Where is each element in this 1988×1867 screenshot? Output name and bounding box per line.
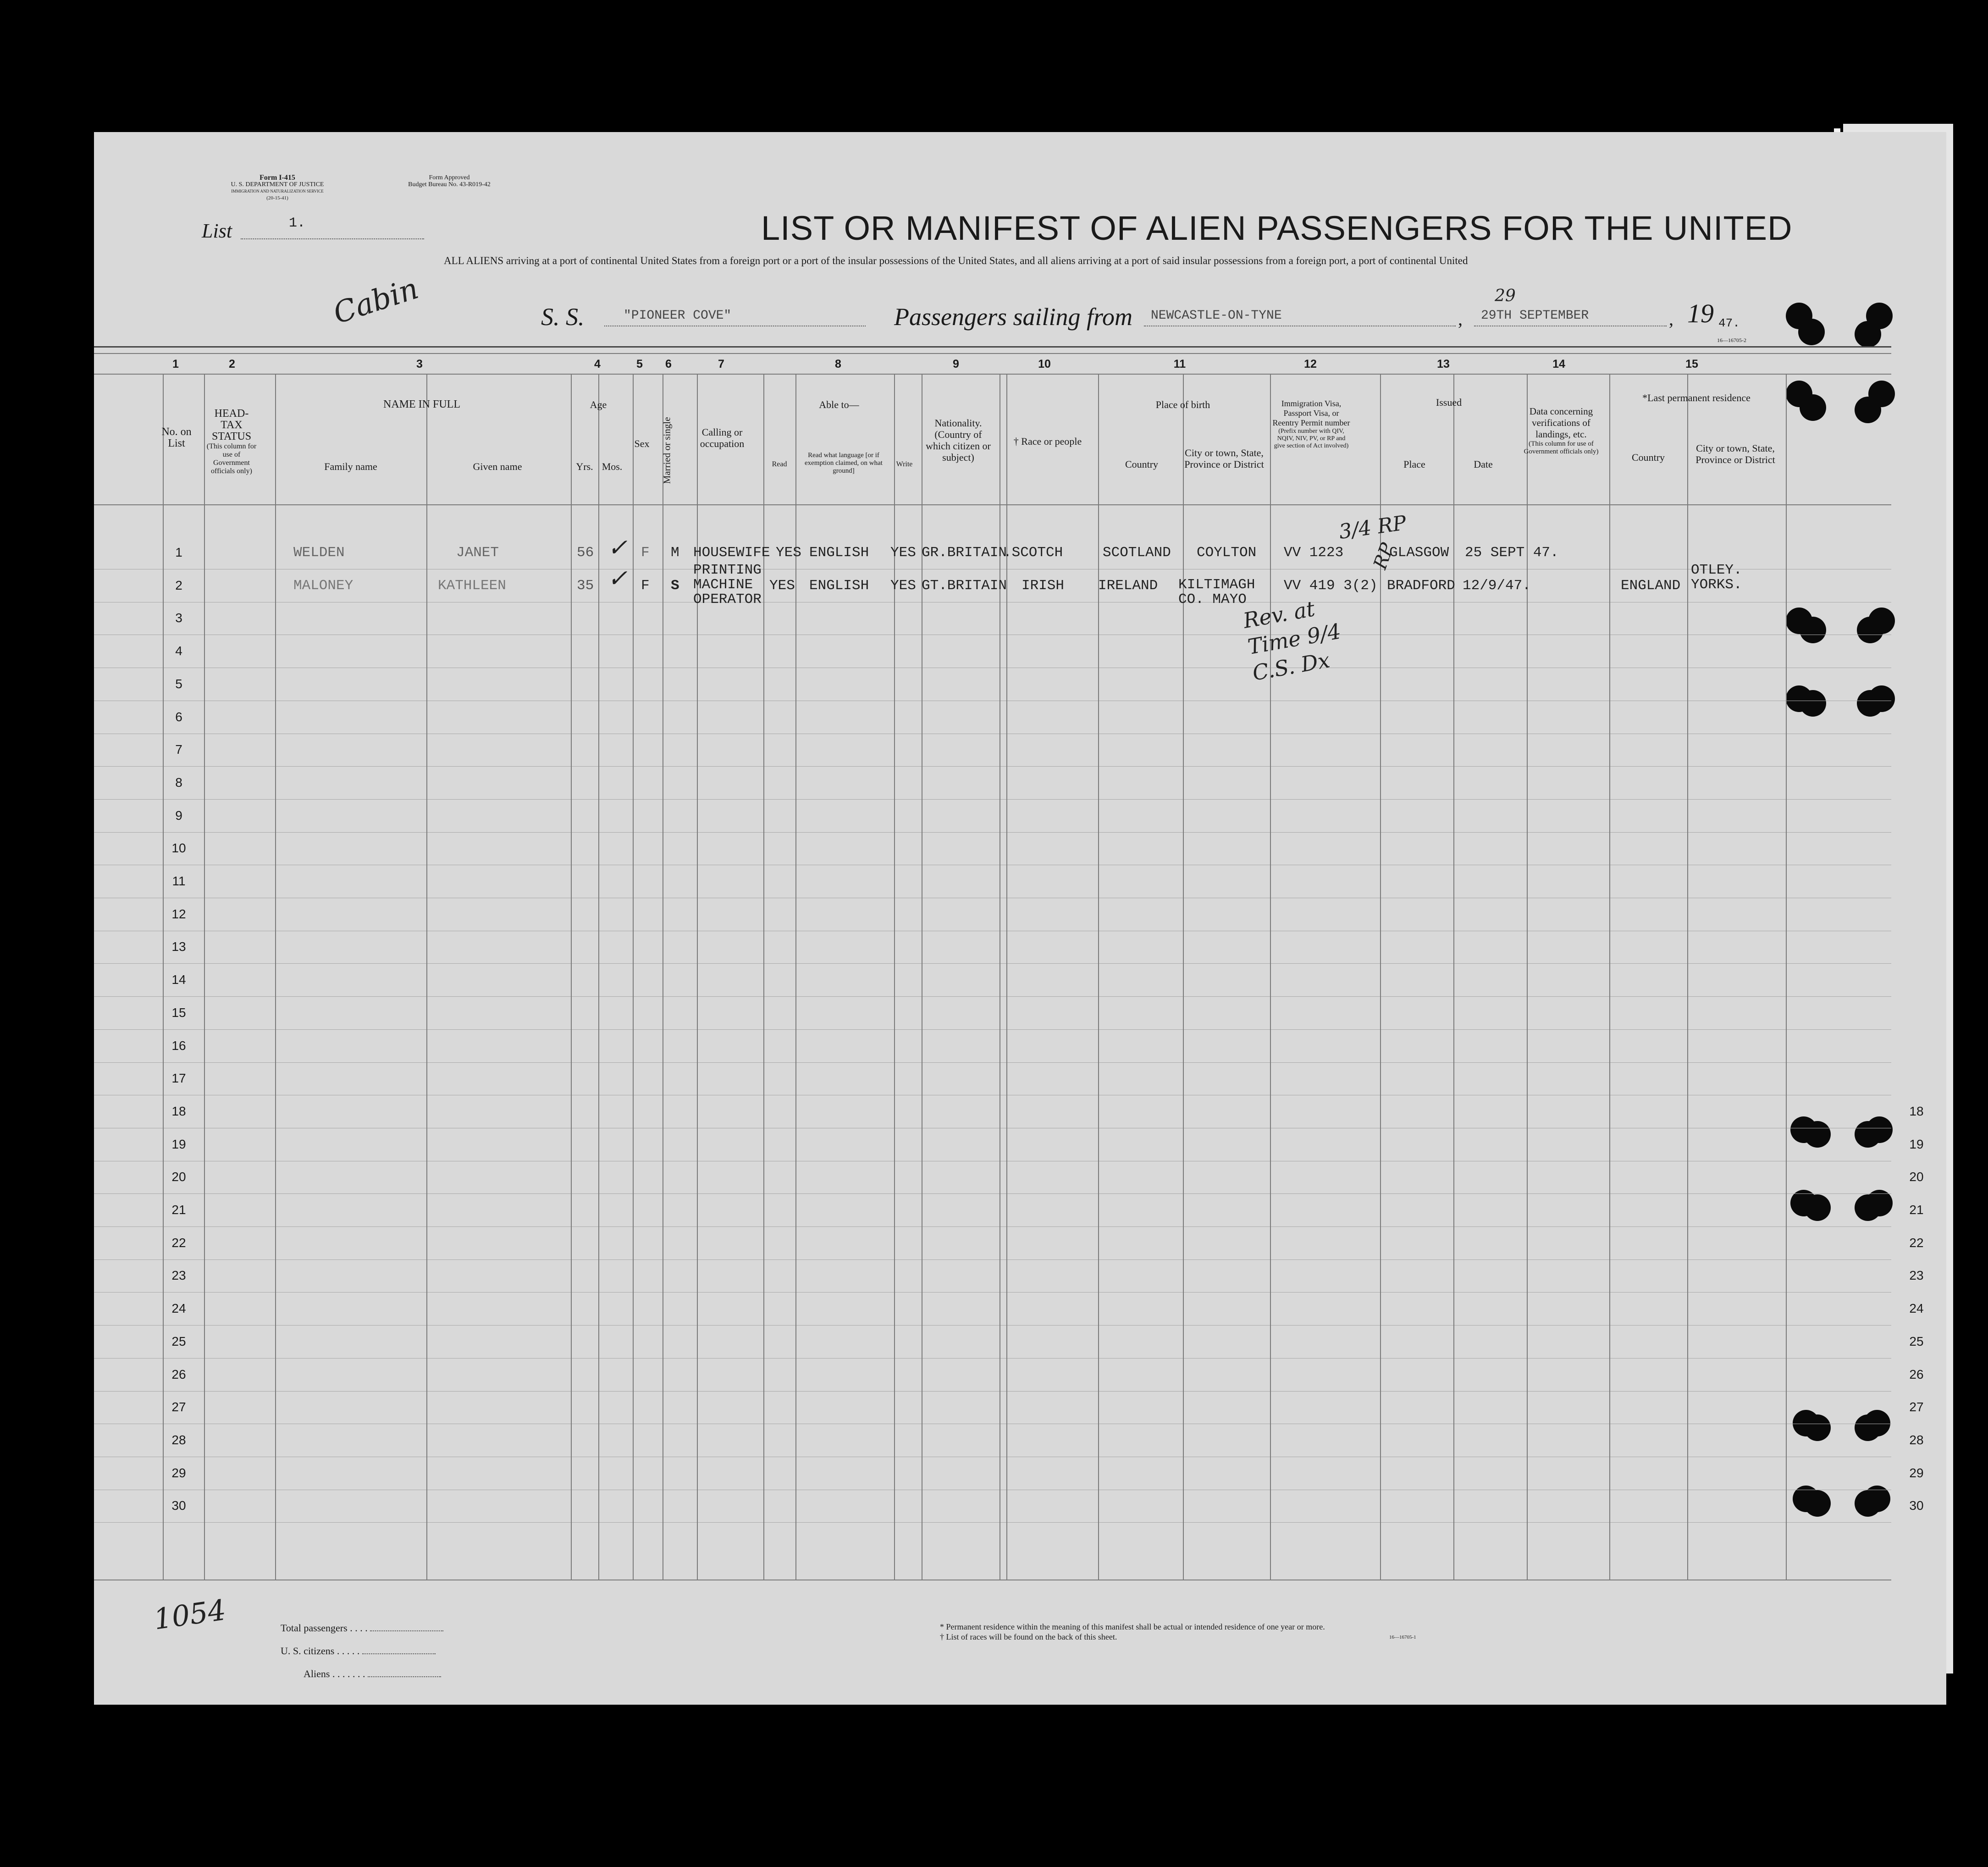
right-row-number: 24 xyxy=(1909,1301,1924,1315)
us-label: U. S. citizens xyxy=(281,1645,335,1657)
right-row-number: 28 xyxy=(1909,1433,1924,1447)
aliens-label: Aliens xyxy=(304,1668,330,1679)
row-number: 10 xyxy=(171,841,186,855)
entry1-yrs: 56 xyxy=(577,545,594,561)
column-rule xyxy=(571,374,572,1580)
list-value: 1. xyxy=(289,215,306,231)
header-able-to: Able to— xyxy=(819,399,859,410)
row-number: 24 xyxy=(171,1301,186,1315)
colnum-8: 8 xyxy=(835,358,841,370)
punch-hole xyxy=(1804,1490,1831,1517)
cabin-annotation: Cabin xyxy=(329,271,423,331)
header-place-of-birth: Place of birth xyxy=(1155,399,1210,410)
entry1-write: YES xyxy=(890,545,916,561)
verifications-label: Data concerning verifications of landings, etc. xyxy=(1529,406,1593,440)
visa-label: Immigration Visa, Passport Visa, or Reentry Permit number xyxy=(1272,399,1350,427)
row-number: 23 xyxy=(171,1268,186,1282)
total-label: Total passengers xyxy=(281,1622,348,1634)
header-res-city: City or town, State, Province or District xyxy=(1695,442,1775,465)
row-number: 25 xyxy=(171,1334,186,1348)
row-number: 20 xyxy=(171,1170,186,1184)
entry1-read: YES xyxy=(776,545,801,561)
column-rule xyxy=(1609,374,1610,1580)
entry1-language: ENGLISH xyxy=(809,545,869,561)
row-number: 16 xyxy=(171,1038,186,1053)
punch-hole xyxy=(1857,690,1883,717)
entry2-nationality: GT.BRITAIN xyxy=(922,578,1007,594)
column-rule xyxy=(275,374,276,1580)
entry1-nationality: GR.BRITAIN xyxy=(922,545,1007,561)
column-rule xyxy=(1098,374,1099,1580)
row-rule xyxy=(94,963,1891,964)
port-name: NEWCASTLE-ON-TYNE xyxy=(1151,309,1282,323)
entry2-sex: F xyxy=(641,578,650,594)
row-number: 2 xyxy=(175,578,182,592)
entry2-yrs: 35 xyxy=(577,578,594,594)
right-row-number: 26 xyxy=(1909,1367,1924,1381)
row-number: 18 xyxy=(171,1104,186,1118)
footnote-races: † List of races will be found on the back of this sheet. xyxy=(940,1632,1117,1641)
row-number: 28 xyxy=(171,1433,186,1447)
form-id: Form I-415 xyxy=(260,174,295,182)
list-label: List xyxy=(202,220,232,242)
row-number: 22 xyxy=(171,1236,186,1250)
row-rule xyxy=(94,766,1891,767)
colnum-2: 2 xyxy=(229,358,235,370)
punch-hole xyxy=(1804,1121,1831,1148)
colnum-6: 6 xyxy=(665,358,672,370)
row-number: 8 xyxy=(175,775,182,790)
row-rule xyxy=(94,996,1891,997)
row-rule xyxy=(94,1029,1891,1030)
row-number: 15 xyxy=(171,1005,186,1020)
right-row-number: 18 xyxy=(1909,1104,1924,1118)
row-rule xyxy=(94,1522,1891,1523)
footer-code: 16—16705-1 xyxy=(1389,1635,1416,1640)
row-number: 30 xyxy=(171,1498,186,1513)
header-birth-country: Country xyxy=(1125,458,1159,470)
column-rule xyxy=(1183,374,1184,1580)
row-rule xyxy=(94,1193,1891,1194)
entry2-birth-city xyxy=(1178,578,1255,607)
row-number: 26 xyxy=(171,1367,186,1381)
entry1-birth-city: COYLTON xyxy=(1197,545,1257,561)
row-number: 12 xyxy=(171,907,186,921)
row-number: 7 xyxy=(175,742,182,757)
department: U. S. DEPARTMENT OF JUSTICE xyxy=(231,181,324,188)
colnum-11: 11 xyxy=(1173,358,1186,370)
header-nationality: Nationality. (Country of which citizen or subject) xyxy=(926,417,991,463)
colnum-10: 10 xyxy=(1038,358,1051,370)
ship-name: "PIONEER COVE" xyxy=(624,309,732,323)
punch-hole xyxy=(1804,1414,1831,1441)
entry1-issued-date: 25 SEPT 47. xyxy=(1465,545,1559,561)
handwritten-number: 1054 xyxy=(151,1593,228,1636)
row-number: 27 xyxy=(171,1400,186,1414)
header-birth-city: City or town, State, Province or District xyxy=(1184,447,1264,470)
entry2-residence-city-line1: OTLEY. xyxy=(1691,562,1742,578)
punch-hole xyxy=(1800,394,1826,421)
date-typed: 29TH SEPTEMBER xyxy=(1481,309,1589,323)
colnum-15: 15 xyxy=(1685,358,1698,370)
form-title: LIST OR MANIFEST OF ALIEN PASSENGERS FOR THE UNITED xyxy=(761,209,1793,247)
form-subtitle: ALL ALIENS arriving at a port of continental United States from a foreign port or a port of the insular possessions of the United States, and all aliens arriving at a port of said insular possessions from a foreign port, a port of continental United xyxy=(444,255,1468,266)
right-row-number: 23 xyxy=(1909,1268,1924,1282)
right-row-number: 29 xyxy=(1909,1466,1924,1480)
year-prefix: 19 xyxy=(1687,298,1714,328)
column-rule xyxy=(598,374,599,1580)
punch-hole xyxy=(1855,1194,1881,1221)
row-number: 19 xyxy=(171,1137,186,1151)
handwritten-annotation: Rev. at Time 9/4 C.S. Dx xyxy=(1241,596,1343,686)
punch-hole xyxy=(1855,1121,1881,1148)
entry2-language: ENGLISH xyxy=(809,578,869,594)
entry2-birth-country: IRELAND xyxy=(1098,578,1158,594)
form-approved: Form Approved xyxy=(429,174,470,181)
row-rule xyxy=(94,832,1891,833)
date-handwritten: 29 xyxy=(1495,287,1516,305)
us-citizens: U. S. citizens . . . . . xyxy=(281,1645,436,1657)
right-row-number: 19 xyxy=(1909,1137,1924,1151)
table-top-line xyxy=(94,353,1891,354)
entry1-family: WELDEN xyxy=(293,545,345,561)
header-issued: Issued xyxy=(1436,397,1462,408)
row-number: 5 xyxy=(175,677,182,691)
entry2-race: IRISH xyxy=(1022,578,1065,594)
service: IMMIGRATION AND NATURALIZATION SERVICE xyxy=(231,189,324,193)
entry1-marital: M xyxy=(671,545,679,561)
head-tax-label: HEAD-TAX STATUS xyxy=(211,408,252,442)
row-number: 3 xyxy=(175,611,182,625)
row-rule xyxy=(94,1062,1891,1063)
row-rule xyxy=(94,799,1891,800)
column-rule xyxy=(1270,374,1271,1580)
header-bottom-line xyxy=(94,504,1891,505)
entry2-occupation-line3: OPERATOR xyxy=(693,591,762,608)
row-number: 1 xyxy=(175,545,182,559)
row-number: 13 xyxy=(171,939,186,954)
year-suffix: 47. xyxy=(1718,316,1740,330)
header-name-in-full: NAME IN FULL xyxy=(383,398,460,410)
entry2-occupation-line2: MACHINE xyxy=(693,577,753,593)
punch-hole xyxy=(1800,690,1826,717)
colnum-12: 12 xyxy=(1304,358,1317,370)
column-rule xyxy=(1687,374,1688,1580)
aliens-count: Aliens . . . . . . . xyxy=(304,1668,441,1680)
colnum-line xyxy=(94,374,1891,375)
header-res-country: Country xyxy=(1631,452,1665,463)
header-read-language: Read what language [or if exemption claimed, on what ground] xyxy=(805,452,883,475)
entry1-race: .SCOTCH xyxy=(1003,545,1063,561)
header-age: Age xyxy=(590,399,607,410)
entry1-visa: VV 1223 xyxy=(1284,545,1344,561)
footnote-residence: * Permanent residence within the meaning of this manifest shall be actual or intended residence of one year or more. xyxy=(940,1622,1325,1631)
entry1-given: JANET xyxy=(456,545,499,561)
visa-note: (Prefix number with QIV, NQIV, NIV, PV, or RP and give section of Act involved) xyxy=(1274,428,1349,449)
row-rule xyxy=(94,1325,1891,1326)
entry2-occupation xyxy=(693,563,762,607)
entry1-occupation: HOUSEWIFE xyxy=(693,545,770,561)
header-occupation: Calling or occupation xyxy=(700,426,745,449)
colnum-3: 3 xyxy=(416,358,423,370)
head-tax-note: (This column for use of Government officials only) xyxy=(206,442,257,475)
row-number: 29 xyxy=(171,1466,186,1480)
column-rule xyxy=(1453,374,1454,1580)
header-mos: Mos. xyxy=(602,461,623,472)
entry2-issued-date: 12/9/47. xyxy=(1463,578,1531,594)
row-rule xyxy=(94,1292,1891,1293)
budget-bureau: Budget Bureau No. 43-R019-42 xyxy=(408,181,491,188)
header-issued-place: Place xyxy=(1403,458,1425,470)
entry2-residence-country: ENGLAND xyxy=(1621,578,1681,594)
verifications-note: (This column for use of Government officials only) xyxy=(1524,440,1599,455)
row-number: 6 xyxy=(175,710,182,724)
punch-hole xyxy=(1798,319,1825,345)
entry2-issued-place: BRADFORD xyxy=(1387,578,1455,594)
entry2-visa-note: RP xyxy=(1370,540,1398,572)
right-row-number: 27 xyxy=(1909,1400,1924,1414)
punch-hole xyxy=(1855,397,1881,423)
colnum-14: 14 xyxy=(1552,358,1565,370)
ss-label: S. S. xyxy=(541,303,585,331)
entry2-residence-city xyxy=(1691,563,1742,592)
entry2-marital: S xyxy=(671,578,679,594)
entry2-birth-city-line1: KILTIMAGH xyxy=(1178,577,1255,593)
colnum-13: 13 xyxy=(1437,358,1450,370)
comma: , xyxy=(1458,309,1463,329)
header-yrs: Yrs. xyxy=(576,461,593,472)
row-number: 11 xyxy=(172,874,186,888)
right-row-number: 21 xyxy=(1909,1203,1924,1217)
right-row-number: 25 xyxy=(1909,1334,1924,1348)
header-family-name: Family name xyxy=(324,461,377,472)
entry2-visa: VV 419 3(2) xyxy=(1284,578,1378,594)
punch-hole xyxy=(1857,617,1883,643)
entry2-family: MALONEY xyxy=(293,578,353,594)
form-header-block xyxy=(181,174,374,202)
header-write: Write xyxy=(896,460,913,468)
header-head-tax xyxy=(204,408,259,475)
header-last-residence: *Last permanent residence xyxy=(1642,392,1751,403)
column-rule xyxy=(1786,374,1787,1580)
print-code: 16—16705-2 xyxy=(1717,337,1746,343)
row-rule xyxy=(94,1259,1891,1260)
entry2-write: YES xyxy=(890,578,916,594)
right-row-number: 20 xyxy=(1909,1170,1924,1184)
punch-hole xyxy=(1855,1490,1881,1517)
entry1-issued-place: GLASGOW xyxy=(1389,545,1449,561)
punch-hole xyxy=(1804,1194,1831,1221)
entry2-given: KATHLEEN xyxy=(438,578,506,594)
row-rule xyxy=(94,1358,1891,1359)
us-line xyxy=(362,1653,436,1654)
entry1-birth-country: SCOTLAND xyxy=(1103,545,1171,561)
colnum-9: 9 xyxy=(953,358,959,370)
approval-block xyxy=(371,174,527,188)
header-sex: Sex xyxy=(634,438,650,449)
entry2-occupation-line1: PRINTING xyxy=(693,562,762,578)
row-number: 17 xyxy=(171,1071,186,1085)
entry2-checkmark: ✓ xyxy=(607,565,628,592)
sailing-label: Passengers sailing from xyxy=(894,303,1133,331)
colnum-1: 1 xyxy=(172,358,179,370)
header-marital: Married or single xyxy=(661,417,673,484)
header-no-on-list: No. on List xyxy=(161,426,192,449)
column-rule xyxy=(204,374,205,1580)
header-issued-date: Date xyxy=(1474,458,1493,470)
column-rule xyxy=(633,374,634,1580)
row-number: 21 xyxy=(171,1203,186,1217)
row-rule xyxy=(94,1226,1891,1227)
punch-hole xyxy=(1855,1414,1881,1441)
form-code: (20-15-41) xyxy=(266,195,288,201)
entry1-sex: F xyxy=(641,545,650,561)
row-number: 14 xyxy=(171,972,186,987)
column-rule xyxy=(426,374,427,1580)
header-verifications xyxy=(1522,406,1600,456)
header-visa xyxy=(1272,399,1350,450)
header-given-name: Given name xyxy=(473,461,522,472)
header-race: † Race or people xyxy=(1013,436,1082,447)
header-read: Read xyxy=(772,460,787,468)
colnum-7: 7 xyxy=(718,358,724,370)
row-number: 9 xyxy=(175,808,182,823)
colnum-5: 5 xyxy=(636,358,643,370)
entry2-birth-city-line2: CO. MAYO xyxy=(1178,591,1247,608)
total-line xyxy=(370,1630,443,1631)
aliens-line xyxy=(368,1676,441,1677)
right-row-number: 22 xyxy=(1909,1236,1924,1250)
entry2-residence-city-line2: YORKS. xyxy=(1691,577,1742,593)
total-passengers: Total passengers . . . . xyxy=(281,1622,443,1634)
colnum-4: 4 xyxy=(594,358,601,370)
table-top-border xyxy=(94,346,1891,348)
entry2-read: YES xyxy=(769,578,795,594)
comma: , xyxy=(1669,309,1673,329)
punch-hole xyxy=(1855,321,1881,348)
punch-hole xyxy=(1800,617,1826,643)
entry1-checkmark: ✓ xyxy=(607,534,628,562)
row-number: 4 xyxy=(175,644,182,658)
right-row-number: 30 xyxy=(1909,1498,1924,1513)
row-rule xyxy=(94,1391,1891,1392)
list-dotted-line xyxy=(241,238,424,239)
entry1-visa-note: 3/4 RP xyxy=(1337,511,1408,544)
